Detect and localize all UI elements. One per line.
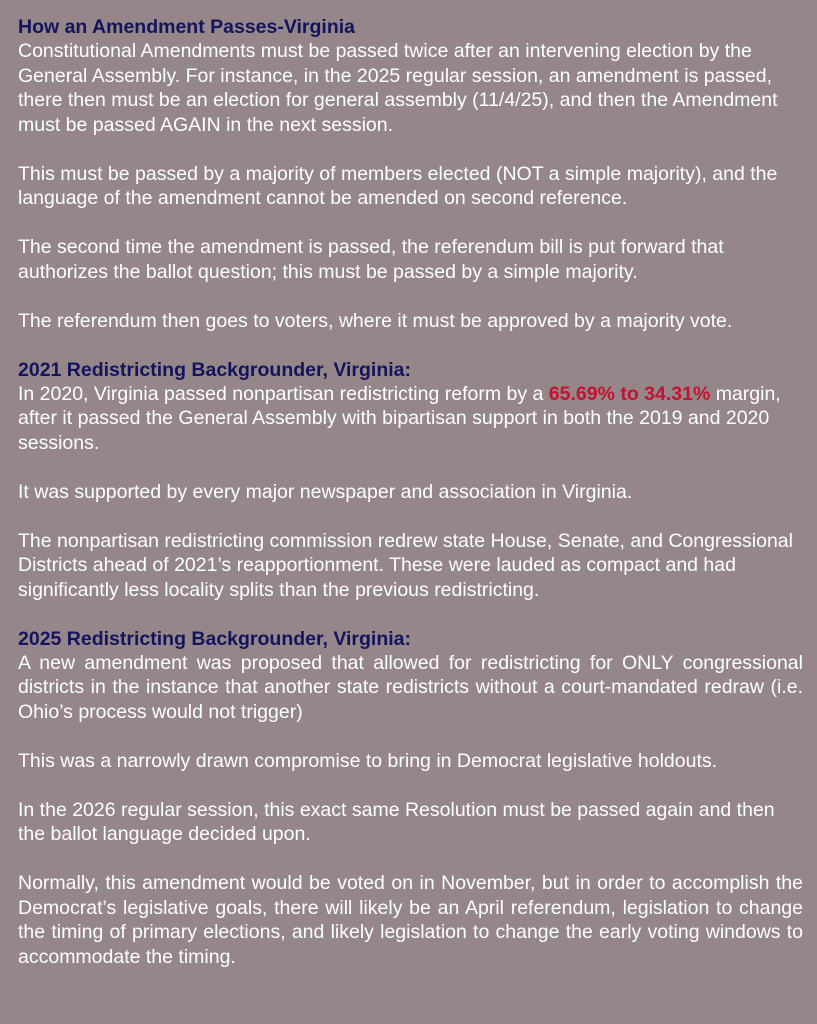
spacer: [18, 504, 803, 529]
spacer: [18, 602, 803, 627]
redistricting-2025-paragraph-1: A new amendment was proposed that allowed for redistricting for ONLY congressional districts in the instance that another state redistricts without a court-mandated redraw (i.e. Ohio’s process would not trigger): [18, 651, 803, 723]
spacer: [18, 724, 803, 749]
vote-margin-highlight: 65.69% to 34.31%: [548, 382, 711, 405]
paragraph-text: In 2020, Virginia passed nonpartisan redistricting reform by a: [18, 382, 549, 405]
amendment-process-paragraph-4: The referendum then goes to voters, where it must be approved by a majority vote.: [18, 309, 733, 332]
paragraph-text: margin, after it passed the General Assembly with bipartisan support in both the 2019 and 2020 sessions.: [18, 382, 781, 454]
redistricting-2021-paragraph-3: The nonpartisan redistricting commission redrew state House, Senate, and Congressional Districts ahead of 2021’s reapportionment. These were lauded as compact and had significantly less locality splits than the previous redistricting.: [18, 529, 793, 601]
spacer: [18, 455, 803, 480]
spacer: [18, 211, 803, 236]
amendment-process-paragraph-1: Constitutional Amendments must be passed twice after an intervening election by the General Assembly. For instance, in the 2025 regular session, an amendment is passed, there then must be an election for general assembly (11/4/25), and then the Amendment must be passed AGAIN in the next session.: [18, 40, 778, 136]
spacer: [18, 333, 803, 358]
section-heading-2025-redistricting: 2025 Redistricting Backgrounder, Virginia:: [18, 627, 412, 650]
section-heading-amendment-process: How an Amendment Passes-Virginia: [18, 16, 356, 38]
redistricting-2025-paragraph-3: In the 2026 regular session, this exact same Resolution must be passed again and then the ballot language decided upon.: [18, 798, 775, 845]
spacer: [18, 847, 803, 872]
amendment-process-paragraph-3: The second time the amendment is passed, the referendum bill is put forward that authorizes the ballot question; this must be passed by a simple majority.: [18, 236, 724, 283]
redistricting-2025-paragraph-2: This was a narrowly drawn compromise to bring in Democrat legislative holdouts.: [18, 749, 718, 772]
amendment-process-paragraph-2: This must be passed by a majority of members elected (NOT a simple majority), and the language of the amendment cannot be amended on second reference.: [18, 162, 778, 209]
spacer: [18, 137, 803, 162]
redistricting-2021-paragraph-2: It was supported by every major newspaper and association in Virginia.: [18, 480, 633, 503]
section-heading-2021-redistricting: 2021 Redistricting Backgrounder, Virginia:: [18, 358, 412, 381]
spacer: [18, 773, 803, 798]
spacer: [18, 284, 803, 309]
redistricting-2021-paragraph-1: [18, 382, 803, 456]
redistricting-2025-paragraph-4: Normally, this amendment would be voted on in November, but in order to accomplish the Democrat’s legislative goals, there will likely be an April referendum, legislation to change the timing of primary elections, and likely legislation to change the early voting windows to accommodate the timing.: [18, 872, 803, 968]
